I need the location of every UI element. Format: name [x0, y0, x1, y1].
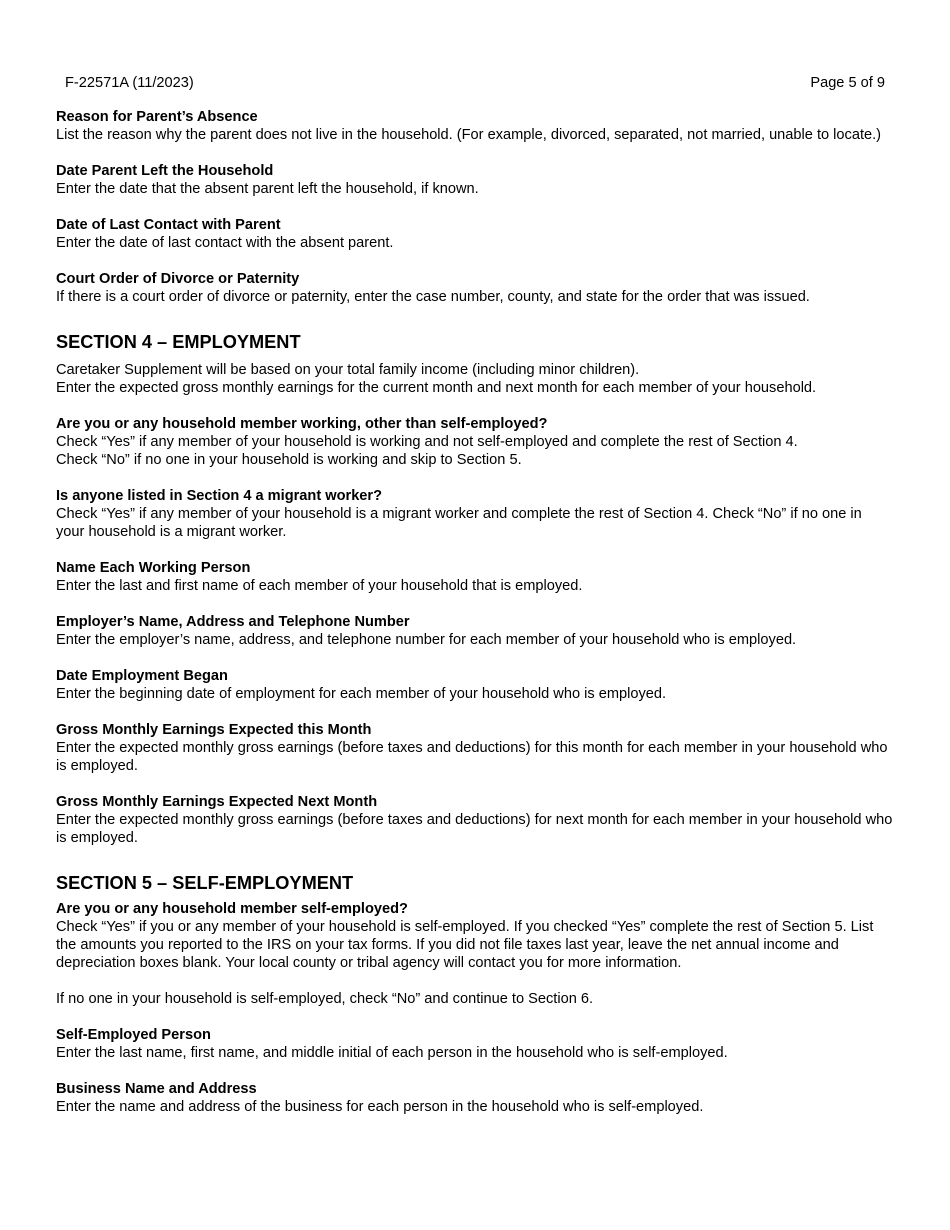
item-heading: Date Employment Began: [56, 668, 228, 684]
item-heading: Name Each Working Person: [56, 560, 251, 576]
instruction-item: [56, 667, 894, 703]
item-text: Check “Yes” if any member of your household is working and not self-employed and complete the rest of Section 4.: [56, 434, 798, 450]
item-heading: Gross Monthly Earnings Expected this Month: [56, 722, 372, 738]
item-text: Check “Yes” if you or any member of your household is self-employed. If you checked “Yes” complete the rest of Section 5. List the amounts you reported to the IRS on your tax forms. If you did not file taxes last year, leave the net annual income and depreciation boxes blank. Your local county or tribal agency will contact you for more information.: [56, 919, 874, 971]
instruction-item: [56, 108, 894, 144]
instruction-item: [56, 613, 894, 649]
item-text: Enter the expected monthly gross earnings (before taxes and deductions) for this month for each member in your household who is employed.: [56, 740, 888, 774]
item-heading: Is anyone listed in Section 4 a migrant worker?: [56, 488, 383, 504]
item-text: Enter the expected monthly gross earnings (before taxes and deductions) for next month for each member in your household who is employed.: [56, 812, 893, 846]
instruction-item: [56, 1026, 894, 1062]
intro-line: Enter the expected gross monthly earnings for the current month and next month for each member of your household.: [56, 380, 817, 396]
item-heading: Self-Employed Person: [56, 1027, 211, 1043]
item-heading: Gross Monthly Earnings Expected Next Month: [56, 794, 378, 810]
item-heading: Reason for Parent’s Absence: [56, 109, 258, 125]
item-text: Enter the employer’s name, address, and telephone number for each member of your household who is employed.: [56, 632, 797, 648]
instruction-item: [56, 559, 894, 595]
item-text: Check “Yes” if any member of your household is a migrant worker and complete the rest of Section 4. Check “No” if no one in your household is a migrant worker.: [56, 506, 862, 540]
intro-line: Caretaker Supplement will be based on your total family income (including minor children).: [56, 362, 640, 378]
item-text: Enter the last name, first name, and middle initial of each person in the household who is self-employed.: [56, 1045, 728, 1061]
item-text: Enter the beginning date of employment for each member of your household who is employed.: [56, 686, 667, 702]
item-heading: Date of Last Contact with Parent: [56, 217, 281, 233]
item-heading: Employer’s Name, Address and Telephone Number: [56, 614, 410, 630]
instruction-item: [56, 216, 894, 252]
instruction-item: [56, 900, 894, 972]
instruction-item: [56, 415, 894, 469]
item-heading: Are you or any household member working, other than self-employed?: [56, 416, 548, 432]
page-header: [65, 74, 885, 92]
document-body: [56, 108, 894, 1134]
item-text: Enter the date of last contact with the absent parent.: [56, 235, 394, 251]
item-heading: Are you or any household member self-employed?: [56, 901, 408, 917]
item-heading: Business Name and Address: [56, 1081, 257, 1097]
form-id: F-22571A (11/2023): [65, 75, 194, 91]
instruction-item: [56, 270, 894, 306]
item-text: List the reason why the parent does not live in the household. (For example, divorced, separated, not married, unable to locate.): [56, 127, 882, 143]
section-4-intro: [56, 361, 894, 397]
instruction-item: [56, 162, 894, 198]
instruction-item: [56, 1080, 894, 1116]
page-number: Page 5 of 9: [810, 75, 885, 91]
item-text: Enter the date that the absent parent left the household, if known.: [56, 181, 479, 197]
item-heading: Court Order of Divorce or Paternity: [56, 271, 300, 287]
item-heading: Date Parent Left the Household: [56, 163, 274, 179]
instruction-item: [56, 793, 894, 847]
item-text: Check “No” if no one in your household is working and skip to Section 5.: [56, 452, 522, 468]
item-text: Enter the name and address of the business for each person in the household who is self-employed.: [56, 1099, 704, 1115]
item-text: Enter the last and first name of each member of your household that is employed.: [56, 578, 583, 594]
section-5-note: If no one in your household is self-employed, check “No” and continue to Section 6.: [56, 991, 594, 1007]
section-4-title: SECTION 4 – EMPLOYMENT: [56, 332, 301, 352]
instruction-item: [56, 721, 894, 775]
instruction-item: [56, 487, 894, 541]
item-text: If there is a court order of divorce or paternity, enter the case number, county, and state for the order that was issued.: [56, 289, 810, 305]
section-5-title: SECTION 5 – SELF-EMPLOYMENT: [56, 873, 354, 893]
